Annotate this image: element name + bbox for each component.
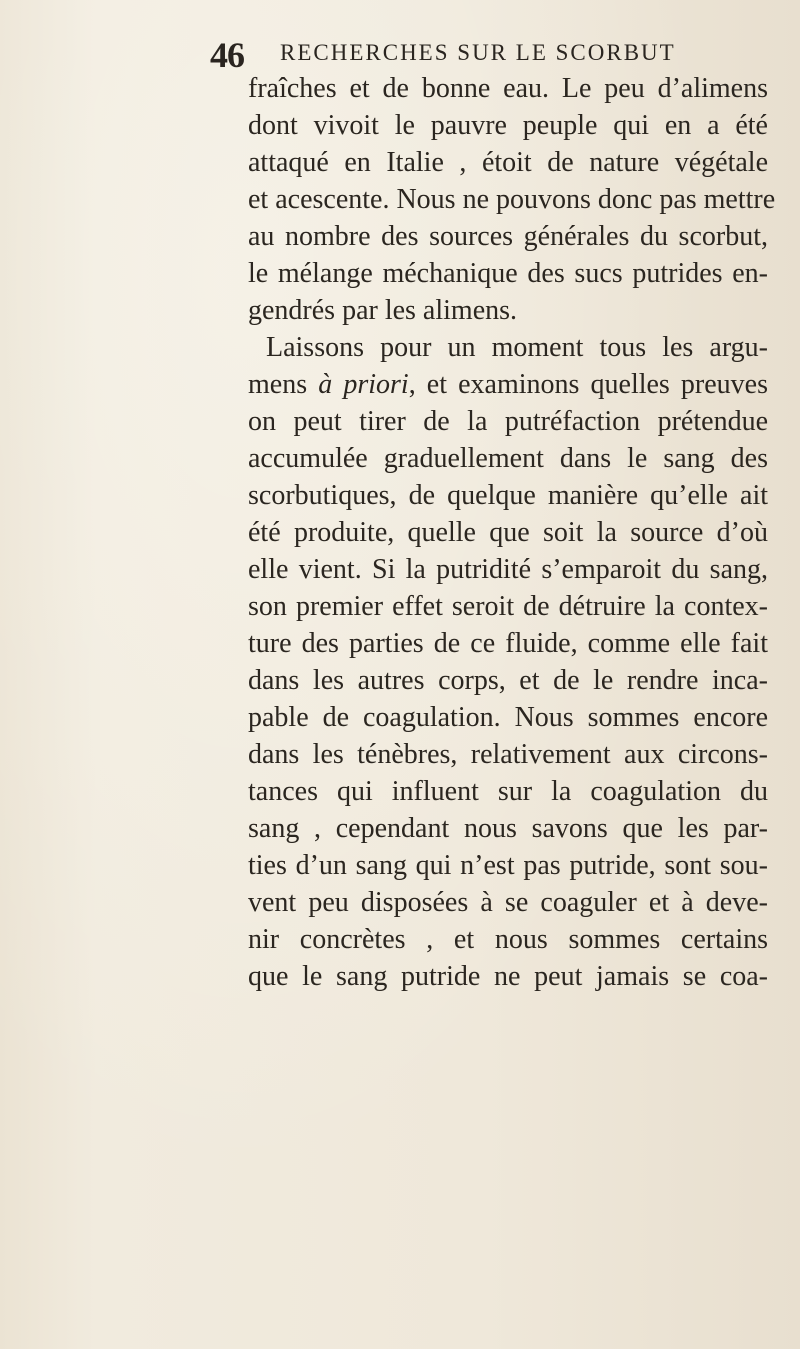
text-line: gendrés par les alimens. [248, 295, 518, 326]
text-line: Laissons pour un moment tous les argu- [266, 332, 768, 363]
text-line: sang , cependant nous savons que les par- [248, 813, 768, 844]
text-line: tances qui influent sur la coagulation du [248, 776, 768, 807]
text-line: que le sang putride ne peut jamais se coa- [248, 961, 768, 992]
text-line: attaqué en Italie , étoit de nature végétale [248, 147, 768, 178]
text-line: on peut tirer de la putréfaction prétendue [248, 406, 768, 437]
page-number: 46 [210, 35, 244, 75]
text-line: été produite, quelle que soit la source d’où [248, 517, 768, 548]
text-line: scorbutiques, de quelque manière qu’elle ait [248, 480, 768, 511]
text-line: dans les ténèbres, relativement aux circons- [248, 739, 768, 770]
body-text [248, 70, 776, 995]
text-line: et acescente. Nous ne pouvons donc pas mettre [248, 184, 776, 215]
italic-phrase: à priori [318, 369, 409, 400]
text-line-with-italic [248, 366, 768, 403]
text-line: nir concrètes , et nous sommes certains [248, 924, 768, 955]
text-fragment: , et examinons quelles preuves [408, 369, 769, 400]
text-line: elle vient. Si la putridité s’emparoit du sang, [248, 554, 768, 585]
text-line: fraîches et de bonne eau. Le peu d’alimens [248, 73, 768, 104]
text-line: son premier effet seroit de détruire la contex- [248, 591, 768, 622]
text-line: le mélange méchanique des sucs putrides en- [248, 258, 768, 289]
text-line: accumulée graduellement dans le sang des [248, 443, 768, 474]
text-line: ties d’un sang qui n’est pas putride, sont sou- [248, 850, 768, 881]
text-line: dont vivoit le pauvre peuple qui en a été [248, 110, 768, 141]
text-fragment: mens [248, 369, 319, 400]
running-head: RECHERCHES SUR LE SCORBUT [280, 40, 676, 65]
text-line: pable de coagulation. Nous sommes encore [248, 702, 768, 733]
text-line: ture des parties de ce fluide, comme elle fait [248, 628, 768, 659]
text-line: au nombre des sources générales du scorbut, [248, 221, 768, 252]
text-line: dans les autres corps, et de le rendre inca- [248, 665, 768, 696]
text-line: vent peu disposées à se coaguler et à deve- [248, 887, 768, 918]
